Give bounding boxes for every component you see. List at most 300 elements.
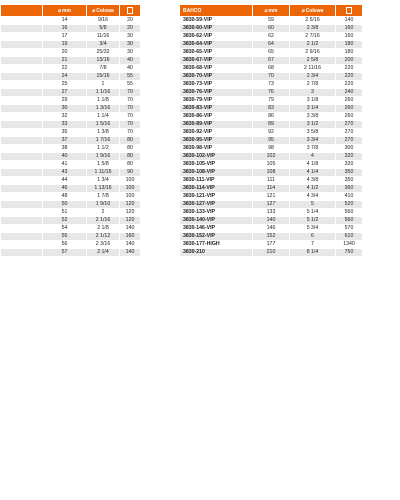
box-qty-cell: 610 [336,233,363,241]
right-mm-header: ⌀mm [253,5,290,17]
box-qty-cell: 70 [120,121,141,129]
code-cell: 3830-92-VIP [180,129,253,137]
mm-cell: 73 [253,81,290,89]
inch-cell: 9/16 [87,17,120,25]
table-row [180,169,363,177]
mm-cell: 111 [253,177,290,185]
mm-cell: 14 [43,17,87,25]
table-row [180,97,363,105]
box-qty-cell: 200 [336,57,363,65]
mm-cell: 140 [253,217,290,225]
box-qty-cell: 320 [336,153,363,161]
table-row [180,241,363,249]
code-cell [1,145,43,153]
table-row [180,81,363,89]
box-qty-cell: 260 [336,113,363,121]
box-qty-cell: 140 [120,225,141,233]
mm-cell: 146 [253,225,290,233]
mm-cell: 62 [253,33,290,41]
table-row [180,185,363,193]
box-qty-cell: 270 [336,129,363,137]
code-cell: 3830-152-VIP [180,233,253,241]
diameter-icon: ⌀ [58,7,62,14]
mm-cell: 52 [43,217,87,225]
box-qty-cell: 40 [120,57,141,65]
box-qty-cell: 80 [120,153,141,161]
mm-cell: 114 [253,185,290,193]
mm-cell: 79 [253,97,290,105]
right-brand-header: BAHCO [180,5,253,17]
box-qty-cell: 260 [336,97,363,105]
box-qty-cell: 80 [120,145,141,153]
inch-cell: 2 1/2 [290,41,336,49]
box-qty-cell: 160 [336,33,363,41]
mm-cell: 177 [253,241,290,249]
table-row [180,129,363,137]
box-qty-cell: 140 [336,17,363,25]
diameter-icon: ⌀ [264,7,268,14]
table-row [180,193,363,201]
box-qty-cell: 320 [336,161,363,169]
mm-cell: 50 [43,201,87,209]
code-cell [1,41,43,49]
table-row [1,97,141,105]
table-row [1,169,141,177]
inch-cell: 8 1/4 [290,249,336,257]
box-qty-cell: 70 [120,97,141,105]
mm-cell: 92 [253,129,290,137]
table-row [1,249,141,257]
code-cell: 3830-59-VIP [180,17,253,25]
inch-cell: 2 1/4 [87,249,120,257]
left-size-table [0,4,141,257]
box-qty-cell: 140 [120,249,141,257]
code-cell [1,233,43,241]
table-row [1,193,141,201]
left-mm-header: ⌀mm [43,5,87,17]
table-row [180,161,363,169]
box-qty-cell: 20 [120,17,141,25]
inch-cell: 3/4 [87,41,120,49]
box-qty-cell: 160 [336,25,363,33]
inch-cell: 1 3/8 [87,129,120,137]
table-row [180,105,363,113]
table-row [180,65,363,73]
box-qty-cell: 30 [120,33,141,41]
table-row [180,249,363,257]
box-qty-cell: 220 [336,81,363,89]
box-qty-cell: 270 [336,121,363,129]
right-colsas-header: ⌀Colswa [290,5,336,17]
table-row [180,145,363,153]
code-cell [1,201,43,209]
mm-cell: 210 [253,249,290,257]
mm-cell: 67 [253,57,290,65]
inch-cell: 6 [290,233,336,241]
box-qty-cell: 55 [120,81,141,89]
mm-cell: 95 [253,137,290,145]
code-cell [1,81,43,89]
table-row [1,25,141,33]
mm-cell: 33 [43,121,87,129]
box-qty-cell: 70 [120,129,141,137]
inch-cell: 1 1/8 [87,97,120,105]
code-cell: 3830-83-VIP [180,105,253,113]
table-row [1,233,141,241]
right-header-row [180,5,363,17]
mm-cell: 65 [253,49,290,57]
code-cell: 3830-67-VIP [180,57,253,65]
code-cell [1,49,43,57]
mm-cell: 19 [43,41,87,49]
box-qty-cell: 100 [120,185,141,193]
code-cell [1,169,43,177]
mm-cell: 152 [253,233,290,241]
inch-cell: 2 5/8 [290,57,336,65]
box-qty-cell: 90 [120,169,141,177]
inch-cell: 2 11/16 [290,65,336,73]
table-row [1,105,141,113]
code-cell: 3830-121-VIP [180,193,253,201]
box-qty-cell: 410 [336,193,363,201]
mm-cell: 41 [43,161,87,169]
inch-cell: 7/8 [87,65,120,73]
mm-cell: 68 [253,65,290,73]
table-row [180,225,363,233]
mm-cell: 40 [43,153,87,161]
inch-cell: 25/32 [87,49,120,57]
table-row [180,17,363,25]
box-qty-cell: 220 [336,65,363,73]
box-qty-cell: 120 [120,209,141,217]
code-cell: 3830-146-VIP [180,225,253,233]
diameter-icon: ⌀ [301,7,305,14]
inch-cell: 1 5/16 [87,121,120,129]
box-qty-cell: 30 [120,41,141,49]
table-row [1,57,141,65]
mm-cell: 27 [43,89,87,97]
inch-cell: 11/16 [87,33,120,41]
box-qty-cell: 140 [120,241,141,249]
code-cell [1,185,43,193]
code-cell [1,73,43,81]
table-row [1,129,141,137]
table-row [180,41,363,49]
mm-cell: 86 [253,113,290,121]
box-qty-cell: 70 [120,89,141,97]
mm-cell: 89 [253,121,290,129]
code-cell: 3830-108-VIP [180,169,253,177]
box-qty-cell: 160 [120,233,141,241]
code-cell [1,177,43,185]
inch-cell: 3 1/2 [290,121,336,129]
mm-cell: 20 [43,49,87,57]
table-row [180,201,363,209]
code-cell: 3830-140-VIP [180,217,253,225]
code-cell [1,153,43,161]
code-cell [1,137,43,145]
table-row [1,81,141,89]
table-row [1,17,141,25]
table-row [1,217,141,225]
box-qty-cell: 180 [336,49,363,57]
left-header-row [1,5,141,17]
inch-cell: 5 1/2 [290,217,336,225]
code-cell: 3830-133-VIP [180,209,253,217]
table-row [180,177,363,185]
inch-cell: 2 1/8 [87,225,120,233]
inch-cell: 4 1/4 [290,169,336,177]
table-row [1,65,141,73]
code-cell: 3830-210 [180,249,253,257]
box-qty-cell: 1340 [336,241,363,249]
mm-cell: 30 [43,105,87,113]
box-qty-cell: 220 [336,73,363,81]
mm-cell: 127 [253,201,290,209]
code-cell [1,241,43,249]
mm-cell: 59 [253,17,290,25]
table-row [180,153,363,161]
table-row [1,89,141,97]
table-row [1,241,141,249]
code-cell [1,193,43,201]
table-row [1,153,141,161]
code-cell [1,217,43,225]
inch-cell: 1 3/16 [87,105,120,113]
box-qty-cell: 240 [336,89,363,97]
table-row [180,25,363,33]
table-row [1,201,141,209]
inch-cell: 4 1/2 [290,185,336,193]
table-row [180,73,363,81]
box-qty-cell: 120 [120,217,141,225]
code-cell: 3830-64-VIP [180,41,253,49]
inch-cell: 1 1/16 [87,89,120,97]
box-qty-cell: 520 [336,201,363,209]
box-qty-cell: 20 [120,25,141,33]
code-cell [1,121,43,129]
inch-cell: 4 3/4 [290,193,336,201]
table-row [180,209,363,217]
box-qty-cell: 570 [336,225,363,233]
inch-cell: 1 9/16 [87,153,120,161]
mm-cell: 64 [253,41,290,49]
inch-cell: 5 3/4 [290,225,336,233]
table-row [1,113,141,121]
inch-cell: 2 1/12 [87,233,120,241]
box-qty-cell: 100 [120,177,141,185]
right-box-header [336,5,363,17]
code-cell: 3830-127-VIP [180,201,253,209]
code-cell: 3830-177-HIGH [180,241,253,249]
code-cell [1,57,43,65]
table-row [1,33,141,41]
box-qty-cell: 750 [336,249,363,257]
inch-cell: 2 7/16 [290,33,336,41]
code-cell: 3830-73-VIP [180,81,253,89]
code-cell [1,209,43,217]
code-cell: 3830-89-VIP [180,121,253,129]
inch-cell: 2 [87,209,120,217]
mm-cell: 55 [43,233,87,241]
inch-cell: 5/8 [87,25,120,33]
table-row [1,161,141,169]
mm-cell: 56 [43,241,87,249]
table-row [180,89,363,97]
inch-cell: 3 3/4 [290,137,336,145]
mm-cell: 21 [43,57,87,65]
mm-cell: 83 [253,105,290,113]
inch-cell: 3 7/8 [290,145,336,153]
inch-cell: 2 7/8 [290,81,336,89]
table-row [180,121,363,129]
inch-cell: 2 3/8 [290,25,336,33]
mm-cell: 16 [43,25,87,33]
code-cell [1,89,43,97]
mm-cell: 121 [253,193,290,201]
box-qty-cell: 70 [120,105,141,113]
inch-cell: 13/16 [87,57,120,65]
inch-cell: 1 7/16 [87,137,120,145]
mm-cell: 29 [43,97,87,105]
box-qty-cell: 300 [336,145,363,153]
mm-cell: 46 [43,185,87,193]
code-cell [1,249,43,257]
inch-cell: 2 3/16 [87,241,120,249]
mm-cell: 43 [43,169,87,177]
inch-cell: 3 [290,89,336,97]
inch-cell: 1 3/4 [87,177,120,185]
code-cell [1,65,43,73]
code-cell: 3830-79-VIP [180,97,253,105]
table-row [180,49,363,57]
code-cell [1,25,43,33]
code-cell [1,105,43,113]
mm-cell: 32 [43,113,87,121]
box-qty-cell: 360 [336,185,363,193]
left-box-header [120,5,141,17]
mm-cell: 57 [43,249,87,257]
inch-cell: 1 13/16 [87,185,120,193]
mm-cell: 25 [43,81,87,89]
code-cell: 3830-114-VIP [180,185,253,193]
code-cell [1,113,43,121]
code-cell [1,225,43,233]
table-row [180,217,363,225]
mm-cell: 60 [253,25,290,33]
code-cell: 3830-60-VIP [180,25,253,33]
right-size-table [179,4,363,257]
inch-cell: 4 1/8 [290,161,336,169]
box-qty-cell: 560 [336,209,363,217]
box-qty-cell: 270 [336,137,363,145]
code-cell [1,129,43,137]
code-cell [1,33,43,41]
left-colsas-header: ⌀Colswa [87,5,120,17]
inch-cell: 3 3/8 [290,113,336,121]
code-cell: 3830-105-VIP [180,161,253,169]
table-row [1,177,141,185]
code-cell [1,161,43,169]
code-cell: 3830-111-VIP [180,177,253,185]
inch-cell: 1 11/16 [87,169,120,177]
inch-cell: 1 1/2 [87,145,120,153]
mm-cell: 48 [43,193,87,201]
inch-cell: 7 [290,241,336,249]
table-row [1,41,141,49]
table-row [1,209,141,217]
package-box-icon [127,7,133,14]
table-row [180,137,363,145]
table-row [1,225,141,233]
inch-cell: 3 1/4 [290,105,336,113]
box-qty-cell: 350 [336,169,363,177]
table-row [180,57,363,65]
table-row [1,73,141,81]
box-qty-cell: 120 [120,201,141,209]
box-qty-cell: 260 [336,105,363,113]
inch-cell: 3 5/8 [290,129,336,137]
code-cell: 3830-102-VIP [180,153,253,161]
box-qty-cell: 30 [120,49,141,57]
table-row [180,233,363,241]
inch-cell: 1 1/4 [87,113,120,121]
mm-cell: 22 [43,65,87,73]
mm-cell: 17 [43,33,87,41]
mm-cell: 70 [253,73,290,81]
mm-cell: 35 [43,129,87,137]
table-row [1,49,141,57]
package-box-icon [346,7,352,14]
box-qty-cell: 350 [336,177,363,185]
box-qty-cell: 80 [120,137,141,145]
diameter-icon: ⌀ [92,7,96,14]
mm-cell: 44 [43,177,87,185]
mm-cell: 105 [253,161,290,169]
mm-cell: 38 [43,145,87,153]
code-cell: 3830-76-VIP [180,89,253,97]
inch-cell: 2 5/16 [290,17,336,25]
mm-cell: 54 [43,225,87,233]
table-row [1,137,141,145]
code-cell: 3830-65-VIP [180,49,253,57]
left-code-header [1,5,43,17]
box-qty-cell: 40 [120,65,141,73]
inch-cell: 4 [290,153,336,161]
mm-cell: 102 [253,153,290,161]
code-cell [1,97,43,105]
inch-cell: 1 7/8 [87,193,120,201]
code-cell: 3830-70-VIP [180,73,253,81]
code-cell: 3830-98-VIP [180,145,253,153]
inch-cell: 15/16 [87,73,120,81]
inch-cell: 3 1/8 [290,97,336,105]
box-qty-cell: 180 [336,41,363,49]
box-qty-cell: 80 [120,161,141,169]
mm-cell: 37 [43,137,87,145]
table-row [180,33,363,41]
table-row [1,145,141,153]
table-row [180,113,363,121]
code-cell: 3830-68-VIP [180,65,253,73]
box-qty-cell: 70 [120,113,141,121]
code-cell: 3830-62-VIP [180,33,253,41]
inch-cell: 2 9/16 [290,49,336,57]
code-cell [1,17,43,25]
inch-cell: 5 1/4 [290,209,336,217]
box-qty-cell: 560 [336,217,363,225]
mm-cell: 24 [43,73,87,81]
